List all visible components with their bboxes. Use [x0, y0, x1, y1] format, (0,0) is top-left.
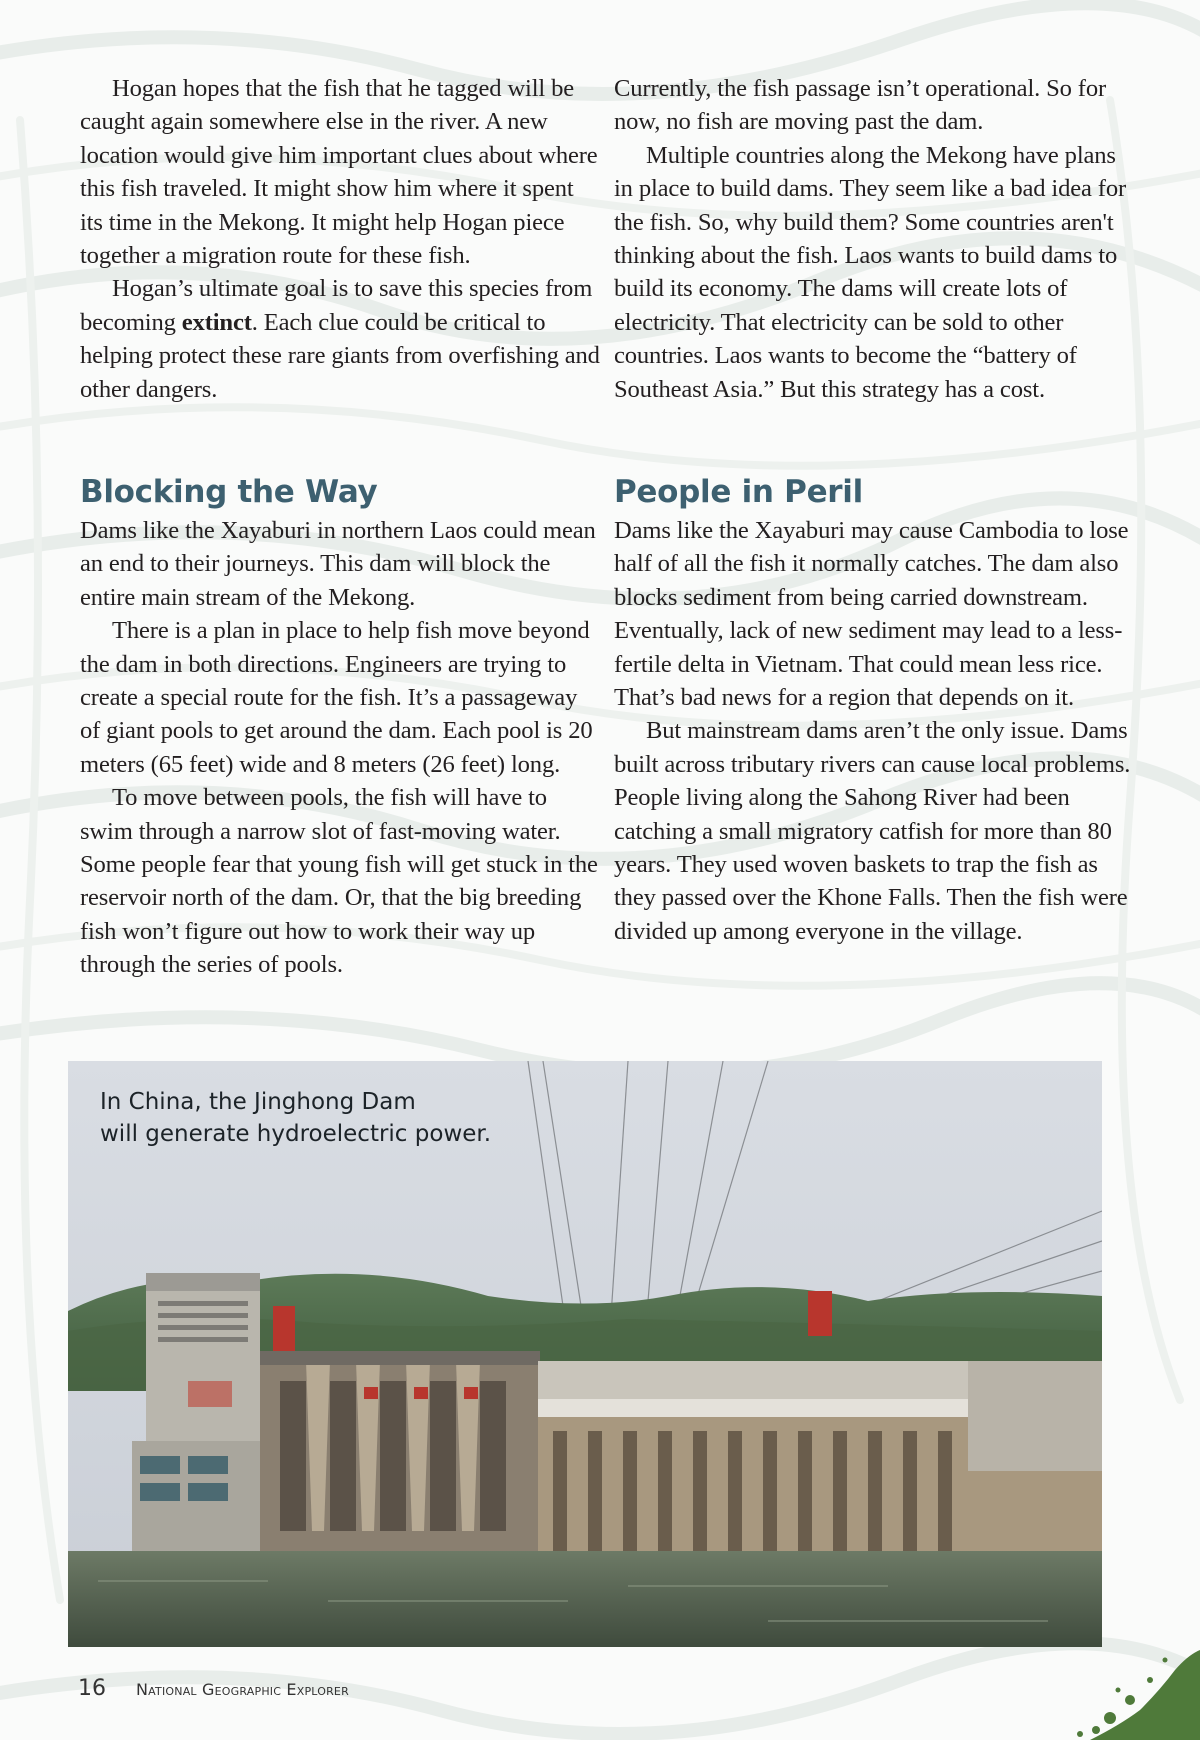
- section-people-in-peril: [614, 470, 1134, 948]
- section-heading: People in Peril: [614, 474, 863, 510]
- section-blocking-the-way: [80, 470, 600, 982]
- paragraph: Hogan hopes that the fish that he tagged will be caught again somewhere else in the river. A new location would give him important clues about where this fish traveled. It might show him where it spent its time in the Mekong. It might help Hogan piece together a migration route for these fish.: [80, 75, 598, 270]
- right-column-top: [614, 72, 1134, 406]
- page-number: 16: [78, 1676, 106, 1701]
- page-footer: [78, 1676, 349, 1706]
- paragraph: There is a plan in place to help fish move beyond the dam in both directions. Engineers are trying to create a special route for the fish. It’s a passageway of giant pools to get around the dam. Each pool is 20 meters (65 feet) wide and 8 meters (26 feet) long.: [80, 617, 593, 778]
- magazine-name: National Geographic Explorer: [136, 1680, 349, 1699]
- section-heading: Blocking the Way: [80, 474, 378, 510]
- left-column-top: [80, 72, 600, 406]
- paragraph: Multiple countries along the Mekong have plans in place to build dams. They seem like a bad idea for the fish. So, why build them? Some countries aren't thinking about the fish. Laos wants to build dams to build its economy. The dams will create lots of electricity. That electricity can be sold to other countries. Laos wants to become the “battery of Southeast Asia.” But this strategy has a cost.: [614, 141, 1127, 403]
- paragraph: Currently, the fish passage isn’t operational. So for now, no fish are moving past the dam.: [614, 75, 1107, 136]
- paragraph: Dams like the Xayaburi in northern Laos could mean an end to their journeys. This dam will block the entire main stream of the Mekong.: [80, 517, 596, 611]
- paragraph: Dams like the Xayaburi may cause Cambodia to lose half of all the fish it normally catches. The dam also blocks sediment from being carried downstream. Eventually, lack of new sediment may lead to a less-fertile delta in Vietnam. That could mean less rice. That’s bad news for a region that depends on it.: [614, 517, 1129, 712]
- paragraph: Hogan’s ultimate goal is to save this species from becoming extinct. Each clue could be critical to helping protect these rare giants from overfishing and other dangers.: [80, 275, 600, 403]
- photo-caption: In China, the Jinghong Dam will generate hydroelectric power.: [100, 1089, 492, 1147]
- bold-term: extinct: [181, 308, 252, 336]
- paragraph: To move between pools, the fish will have to swim through a narrow slot of fast-moving water. Some people fear that young fish will get stuck in the reservoir north of the dam. Or, that the big breeding fish won’t figure out how to work their way up through the series of pools.: [80, 784, 598, 979]
- paint-splash-decoration: [1000, 1630, 1200, 1740]
- paragraph: But mainstream dams aren’t the only issue. Dams built across tributary rivers can cause local problems. People living along the Sahong River had been catching a small migratory catfish for more than 80 years. They used woven baskets to trap the fish as they passed over the Khone Falls. Then the fish were divided up among everyone in the village.: [614, 717, 1131, 945]
